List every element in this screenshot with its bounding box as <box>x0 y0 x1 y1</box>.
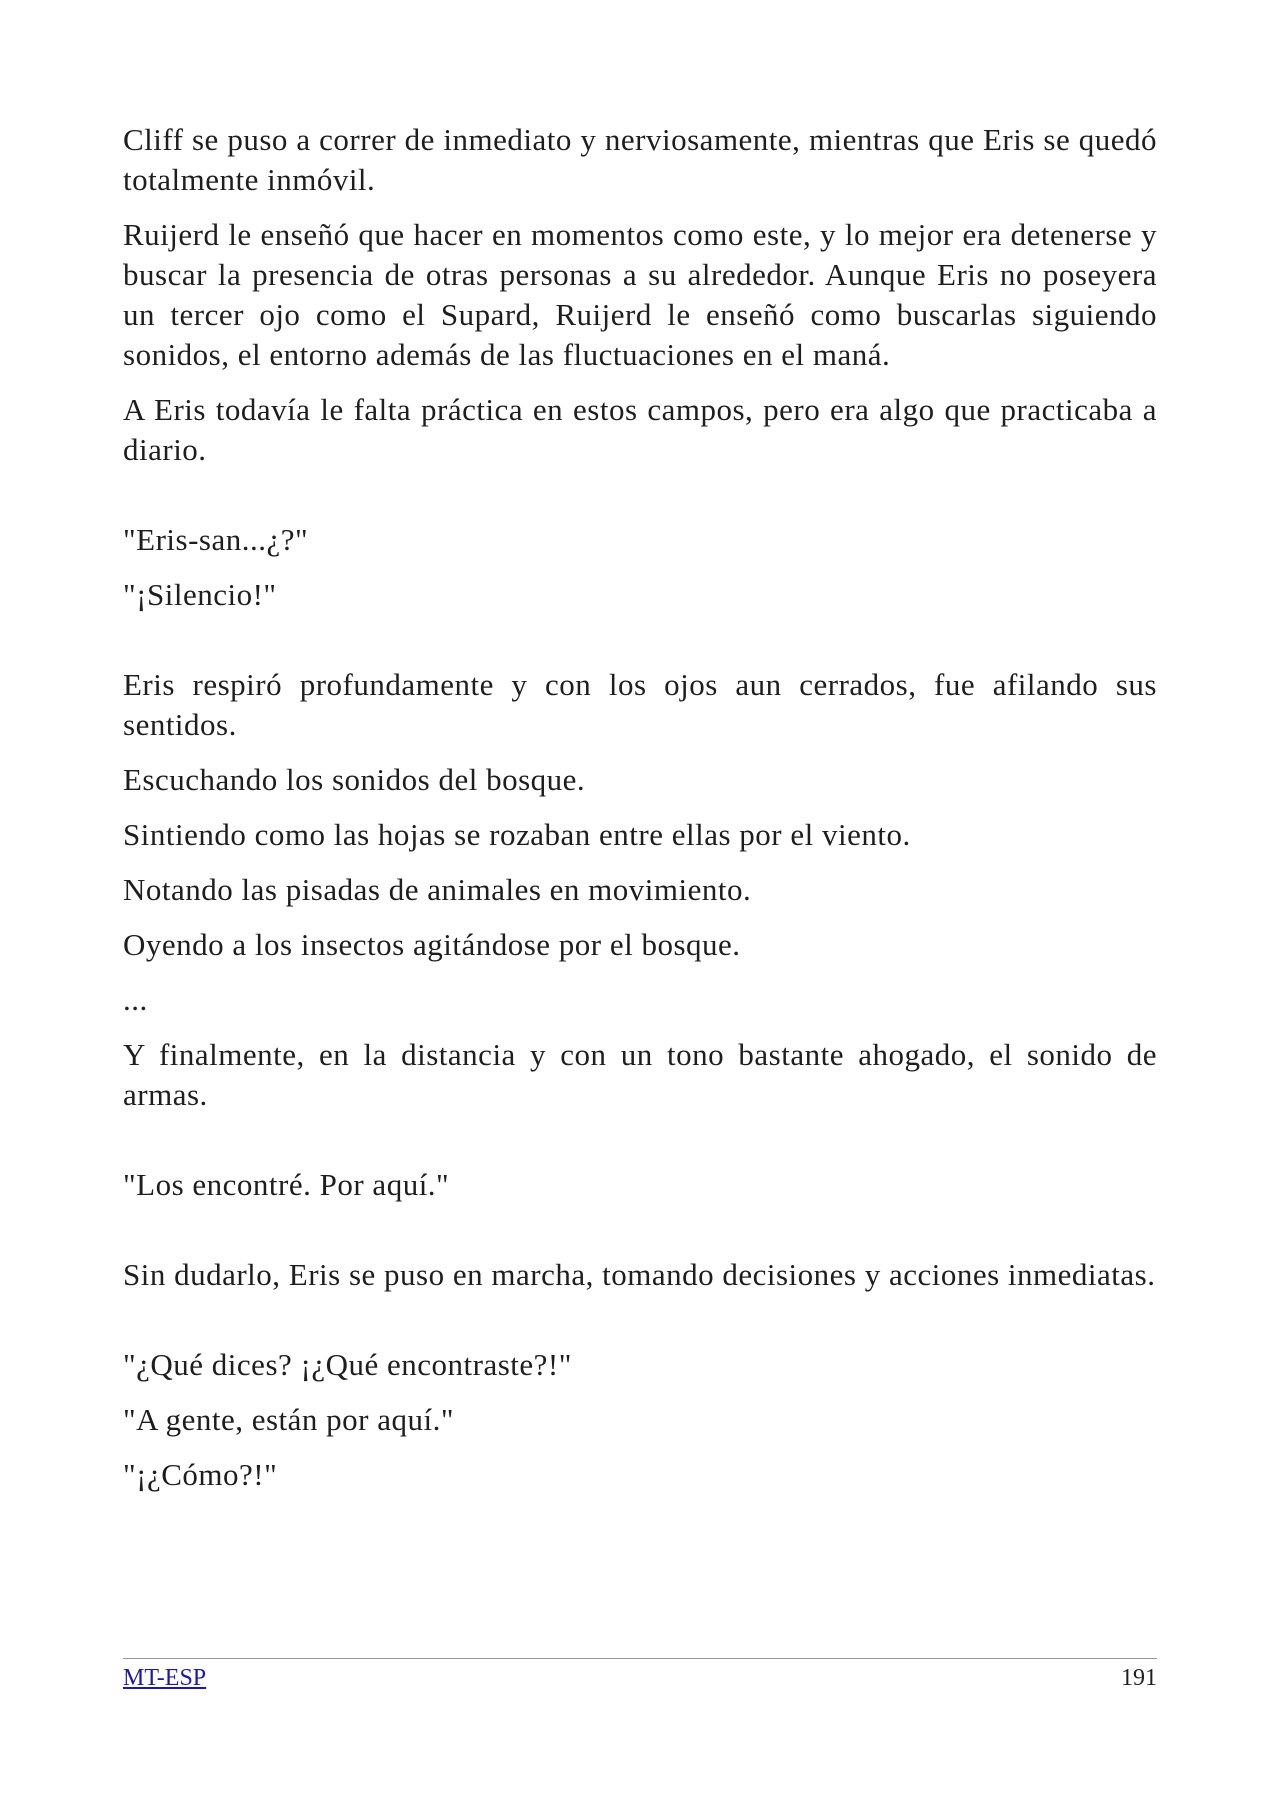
paragraph: Oyendo a los insectos agitándose por el bosque. <box>123 927 741 962</box>
page-number: 191 <box>1121 1665 1157 1691</box>
site-link[interactable]: MT-ESP <box>123 1665 207 1691</box>
paragraph: Escuchando los sonidos del bosque. <box>123 762 586 797</box>
paragraph: A Eris todavía le falta práctica en estos campos, pero era algo que practicaba a diario. <box>123 392 1157 467</box>
ellipsis-line: ... <box>123 982 148 1017</box>
paragraph: Eris respiró profundamente y con los ojos aun cerrados, fue afilando sus sentidos. <box>123 667 1157 742</box>
page-footer <box>123 1658 1157 1693</box>
dialogue-line: "¿Qué dices? ¡¿Qué encontraste?!" <box>123 1347 572 1382</box>
dialogue-line: "¡¿Cómo?!" <box>123 1457 278 1492</box>
paragraph: Cliff se puso a correr de inmediato y nerviosamente, mientras que Eris se quedó totalmente inmóvil. <box>123 122 1157 197</box>
dialogue-line: "Eris-san...¿?" <box>123 522 309 557</box>
dialogue-line: "¡Silencio!" <box>123 577 277 612</box>
page-body <box>123 120 1157 1495</box>
paragraph: Notando las pisadas de animales en movimiento. <box>123 872 752 907</box>
paragraph: Sintiendo como las hojas se rozaban entre ellas por el viento. <box>123 817 911 852</box>
dialogue-line: "A gente, están por aquí." <box>123 1402 455 1437</box>
dialogue-line: "Los encontré. Por aquí." <box>123 1167 450 1202</box>
paragraph: Ruijerd le enseñó que hacer en momentos como este, y lo mejor era detenerse y buscar la presencia de otras personas a su alrededor. Aunque Eris no poseyera un tercer ojo como el Supard, Ruijerd le enseñó como buscarlas siguiendo sonidos, el entorno además de las fluctuaciones en el maná. <box>123 217 1157 372</box>
paragraph: Sin dudarlo, Eris se puso en marcha, tomando decisiones y acciones inmediatas. <box>123 1257 1156 1292</box>
paragraph: Y finalmente, en la distancia y con un tono bastante ahogado, el sonido de armas. <box>123 1037 1157 1112</box>
